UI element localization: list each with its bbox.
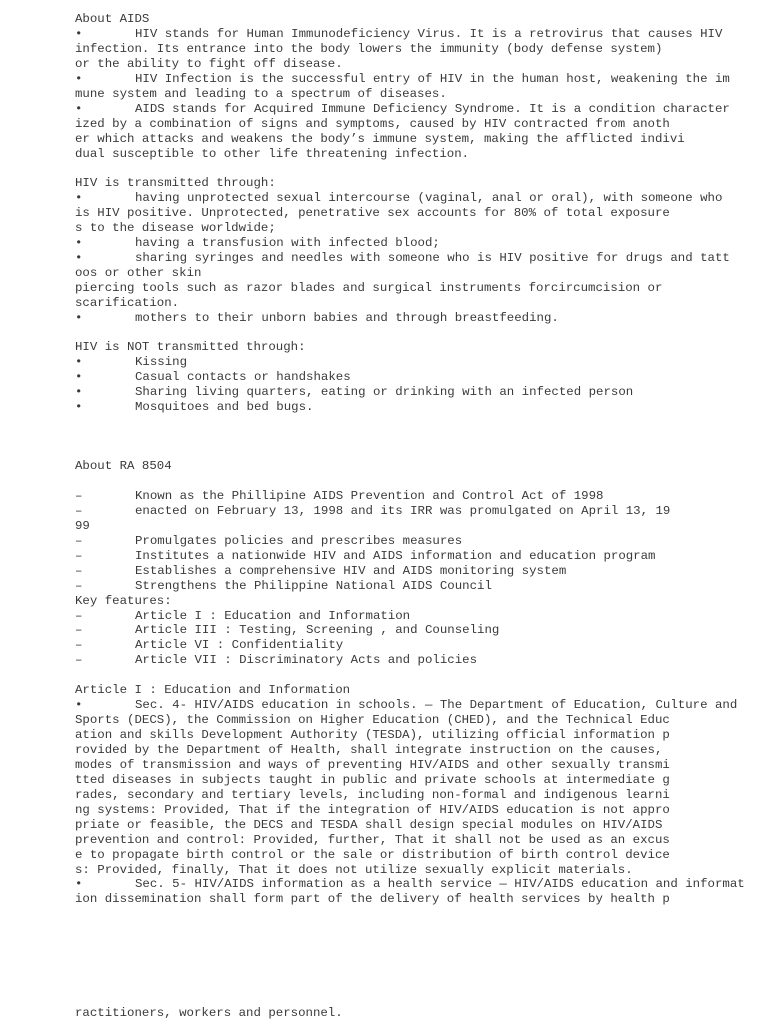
dash-bullet: – bbox=[75, 549, 83, 563]
dash-bullet: – bbox=[75, 504, 83, 518]
ra-item: enacted on February 13, 1998 and its IRR was promulgated on April 13, 19 bbox=[135, 504, 671, 518]
transmitted-item1-line2: is HIV positive. Unprotected, penetrative sex accounts for 80% of total exposure bbox=[75, 206, 670, 220]
transmitted-item3-line3: piercing tools such as razor blades and surgical instruments forcircumcision or bbox=[75, 281, 663, 295]
sec5-line: Sec. 5- HIV/AIDS information as a health service — HIV/AIDS education and informat bbox=[135, 877, 745, 891]
not-transmitted-item: Kissing bbox=[135, 355, 188, 369]
aids-bullet3-line2: ized by a combination of signs and symptoms, caused by HIV contracted from anoth bbox=[75, 117, 670, 131]
article1-heading: Article I : Education and Information bbox=[75, 683, 351, 697]
bullet-dot: • bbox=[75, 102, 83, 116]
sec4-line: rovided by the Department of Health, shall integrate instruction on the causes, bbox=[75, 743, 663, 757]
dash-bullet: – bbox=[75, 489, 83, 503]
transmitted-item3-line4: scarification. bbox=[75, 296, 180, 310]
dash-bullet: – bbox=[75, 579, 83, 593]
bullet-dot: • bbox=[75, 385, 83, 399]
key-feature: Article I : Education and Information bbox=[135, 609, 411, 623]
not-transmitted-item: Sharing living quarters, eating or drinking with an infected person bbox=[135, 385, 634, 399]
key-feature: Article VII : Discriminatory Acts and policies bbox=[135, 653, 478, 667]
sec4-line: priate or feasible, the DECS and TESDA shall design special modules on HIV/AIDS bbox=[75, 818, 663, 832]
bullet-dot: • bbox=[75, 72, 83, 86]
sec4-line: tted diseases in subjects taught in public and private schools at intermediate g bbox=[75, 773, 670, 787]
transmitted-item3-line2: oos or other skin bbox=[75, 266, 202, 280]
aids-bullet1-line1: HIV stands for Human Immunodeficiency Virus. It is a retrovirus that causes HIV bbox=[135, 27, 723, 41]
aids-bullet1-line3: or the ability to fight off disease. bbox=[75, 57, 343, 71]
bullet-dot: • bbox=[75, 251, 83, 265]
sec4-line: e to propagate birth control or the sale or distribution of birth control device bbox=[75, 848, 670, 862]
dash-bullet: – bbox=[75, 534, 83, 548]
key-features-label: Key features: bbox=[75, 594, 172, 608]
bullet-dot: • bbox=[75, 370, 83, 384]
bullet-dot: • bbox=[75, 877, 83, 891]
transmitted-item4: mothers to their unborn babies and through breastfeeding. bbox=[135, 311, 559, 325]
ra-item: Known as the Phillipine AIDS Prevention and Control Act of 1998 bbox=[135, 489, 604, 503]
bullet-dot: • bbox=[75, 27, 83, 41]
dash-bullet: – bbox=[75, 638, 83, 652]
key-feature: Article VI : Confidentiality bbox=[135, 638, 344, 652]
not-transmitted-heading: HIV is NOT transmitted through: bbox=[75, 340, 306, 354]
aids-bullet3-line4: dual susceptible to other life threatening infection. bbox=[75, 147, 470, 161]
key-feature: Article III : Testing, Screening , and Counseling bbox=[135, 623, 500, 637]
sec4-line: s: Provided, finally, That it does not utilize sexually explicit materials. bbox=[75, 863, 633, 877]
sec4-line: Sec. 4- HIV/AIDS education in schools. — The Department of Education, Culture and bbox=[135, 698, 738, 712]
bullet-dot: • bbox=[75, 236, 83, 250]
aids-bullet2-line2: mune system and leading to a spectrum of diseases. bbox=[75, 87, 447, 101]
sec4-line: Sports (DECS), the Commission on Higher Education (CHED), and the Technical Educ bbox=[75, 713, 670, 727]
aids-bullet1-line2: infection. Its entrance into the body lowers the immunity (body defense system) bbox=[75, 42, 663, 56]
transmitted-item1-line3: s to the disease worldwide; bbox=[75, 221, 276, 235]
dash-bullet: – bbox=[75, 609, 83, 623]
sec4-line: prevention and control: Provided, further, That it shall not be used as an excus bbox=[75, 833, 670, 847]
ra-item: Promulgates policies and prescribes measures bbox=[135, 534, 463, 548]
sec5-line: ion dissemination shall form part of the delivery of health services by health p bbox=[75, 892, 670, 906]
not-transmitted-item: Casual contacts or handshakes bbox=[135, 370, 351, 384]
bullet-dot: • bbox=[75, 311, 83, 325]
ra-item-continuation: 99 bbox=[75, 519, 90, 533]
transmitted-heading: HIV is transmitted through: bbox=[75, 176, 276, 190]
sec4-line: rades, secondary and tertiary levels, including non-formal and indigenous learni bbox=[75, 788, 670, 802]
sec4-line: ng systems: Provided, That if the integration of HIV/AIDS education is not appro bbox=[75, 803, 670, 817]
bullet-dot: • bbox=[75, 400, 83, 414]
ra-item: Institutes a nationwide HIV and AIDS information and education program bbox=[135, 549, 656, 563]
sec4-line: ation and skills Development Authority (TESDA), utilizing official information p bbox=[75, 728, 670, 742]
sec5-tail-line: ractitioners, workers and personnel. bbox=[75, 1006, 343, 1020]
bullet-dot: • bbox=[75, 191, 83, 205]
aids-bullet3-line1: AIDS stands for Acquired Immune Deficiency Syndrome. It is a condition character bbox=[135, 102, 730, 116]
transmitted-item1-line1: having unprotected sexual intercourse (vaginal, anal or oral), with someone who bbox=[135, 191, 723, 205]
aids-bullet3-line3: er which attacks and weakens the body’s immune system, making the afflicted indivi bbox=[75, 132, 685, 146]
dash-bullet: – bbox=[75, 653, 83, 667]
bullet-dot: • bbox=[75, 698, 83, 712]
transmitted-item2: having a transfusion with infected blood; bbox=[135, 236, 440, 250]
transmitted-item3-line1: sharing syringes and needles with someone who is HIV positive for drugs and tatt bbox=[135, 251, 730, 265]
aids-bullet2-line1: HIV Infection is the successful entry of HIV in the human host, weakening the im bbox=[135, 72, 730, 86]
ra-item: Strengthens the Philippine National AIDS Council bbox=[135, 579, 492, 593]
bullet-dot: • bbox=[75, 355, 83, 369]
about-aids-heading: About AIDS bbox=[75, 12, 150, 26]
about-ra-heading: About RA 8504 bbox=[75, 459, 172, 473]
ra-item: Establishes a comprehensive HIV and AIDS monitoring system bbox=[135, 564, 567, 578]
dash-bullet: – bbox=[75, 623, 83, 637]
dash-bullet: – bbox=[75, 564, 83, 578]
sec4-line: modes of transmission and ways of preventing HIV/AIDS and other sexually transmi bbox=[75, 758, 670, 772]
not-transmitted-item: Mosquitoes and bed bugs. bbox=[135, 400, 314, 414]
